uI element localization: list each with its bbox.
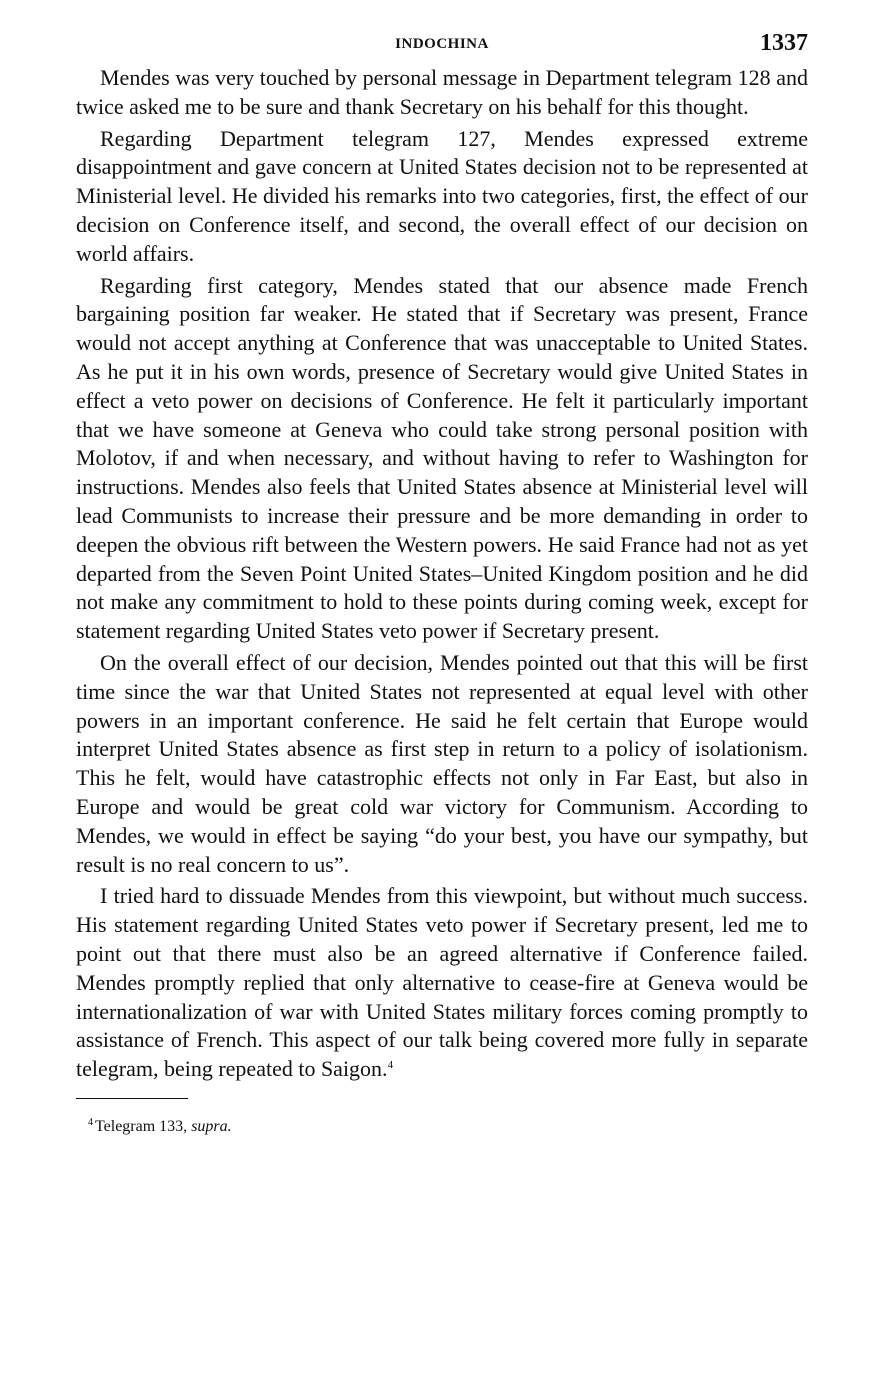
- paragraph-5-text: I tried hard to dissuade Mendes from this viewpoint, but without much success. His statement regarding United States veto power if Secretary present, led me to point out that there must also be an agreed alternative if Conference failed. Mendes promptly replied that only alternative to cease-fire at Geneva would be internationalization of war with United States military forces coming promptly to assistance of French. This aspect of our talk being covered more fully in separate telegram, being repeated to Saigon.: [76, 883, 808, 1082]
- running-title: INDOCHINA: [395, 36, 489, 52]
- footnote: [76, 1117, 808, 1137]
- body-text: [76, 64, 808, 1084]
- footnote-text: Telegram 133,: [95, 1117, 192, 1135]
- document-page: [76, 30, 808, 1137]
- page-number: 1337: [760, 30, 808, 56]
- paragraph-4: On the overall effect of our decision, Mendes pointed out that this will be first time since the war that United States not represented at equal level with other powers in an important conference. He said he felt certain that Europe would interpret United States absence as first step in return to a policy of isolationism. This he felt, would have catastrophic effects not only in Far East, but also in Europe and would be great cold war victory for Communism. According to Mendes, we would in effect be saying “do your best, you have our sympathy, but result is no real concern to us”.: [76, 649, 808, 877]
- footnote-italic: supra.: [191, 1117, 232, 1135]
- paragraph-5: [76, 882, 808, 1084]
- footnote-reference[interactable]: 4: [387, 1059, 394, 1072]
- paragraph-3: Regarding first category, Mendes stated that our absence made French bargaining position far weaker. He stated that if Secretary was present, France would not accept anything at Conference that was unacceptable to United States. As he put it in his own words, presence of Secretary would give United States in effect a veto power on decisions of Conference. He felt it particularly important that we have someone at Geneva who could take strong personal position with Molotov, if and when necessary, and without having to refer to Washington for instructions. Mendes also feels that United States absence at Ministerial level will lead Communists to increase their pressure and be more demanding in order to deepen the obvious rift between the Western powers. He said France had not as yet departed from the Seven Point United States–United Kingdom position and he did not make any commitment to hold to these points during coming week, except for statement regarding United States veto power if Secretary present.: [76, 272, 808, 644]
- running-head: [76, 30, 808, 64]
- footnote-divider: [76, 1098, 188, 1099]
- footnote-mark: 4: [88, 1116, 93, 1128]
- paragraph-1: Mendes was very touched by personal message in Department telegram 128 and twice asked me to be sure and thank Secretary on his behalf for this thought.: [76, 65, 808, 119]
- paragraph-2: Regarding Department telegram 127, Mendes expressed extreme disappointment and gave concern at United States decision not to be represented at Ministerial level. He divided his remarks into two categories, first, the effect of our decision on Conference itself, and second, the overall effect of our decision on world affairs.: [76, 125, 808, 266]
